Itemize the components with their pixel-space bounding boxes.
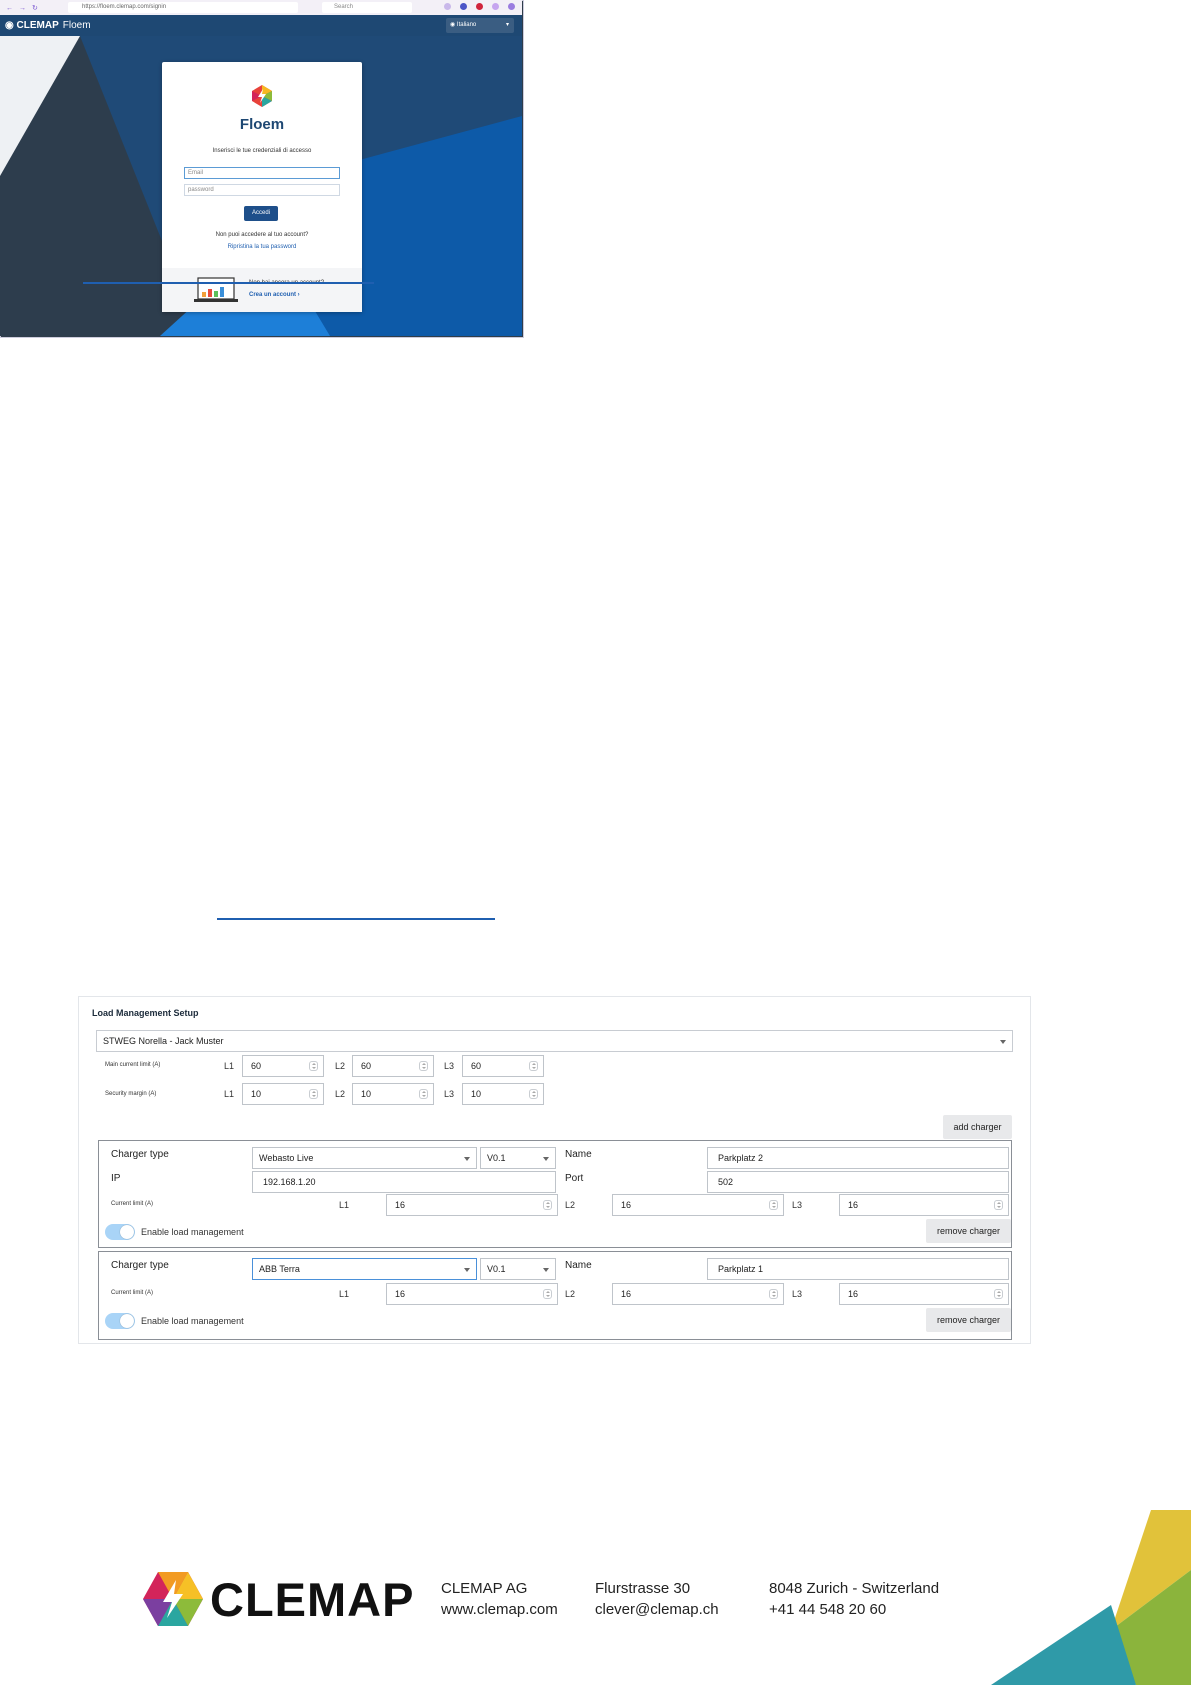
main-current-limit-label: Main current limit (A)	[105, 1062, 161, 1068]
main-l3-label: L3	[444, 1061, 455, 1071]
limit-l2-input[interactable]	[612, 1283, 784, 1305]
main-l2-value: 60	[361, 1061, 372, 1071]
current-limit-label: Current limit (A)	[111, 1290, 154, 1296]
chevron-down-icon	[464, 1268, 470, 1272]
limit-l3-value: 16	[848, 1289, 859, 1299]
remove-charger-button[interactable]: remove charger	[926, 1219, 1011, 1243]
app-name: Floem	[62, 20, 91, 31]
limit-l3-input[interactable]	[839, 1194, 1009, 1216]
charger-type-select[interactable]	[252, 1147, 477, 1169]
port-input[interactable]: 502	[707, 1171, 1009, 1193]
limit-l3-input[interactable]	[839, 1283, 1009, 1305]
stepper-icon[interactable]	[309, 1089, 318, 1099]
password-field[interactable]: password	[184, 184, 340, 196]
limit-l1-label: L1	[339, 1200, 350, 1210]
charger-type-label: Charger type	[111, 1149, 169, 1160]
limit-l2-value: 16	[621, 1289, 632, 1299]
main-l1-value: 60	[251, 1061, 262, 1071]
stepper-icon[interactable]	[419, 1089, 428, 1099]
app-brand: ◉ CLEMAP Floem	[5, 20, 91, 31]
chevron-down-icon: ▾	[505, 22, 509, 28]
footer-city: 8048 Zurich - Switzerland	[769, 1580, 940, 1597]
corner-decoration-bottom	[991, 1510, 1191, 1685]
limit-l2-input[interactable]	[612, 1194, 784, 1216]
limit-l1-input[interactable]	[386, 1283, 558, 1305]
stepper-icon[interactable]	[309, 1061, 318, 1071]
current-limit-label: Current limit (A)	[111, 1201, 154, 1207]
main-l2-label: L2	[335, 1061, 346, 1071]
stepper-icon[interactable]	[529, 1061, 538, 1071]
link-underline-2[interactable]	[217, 918, 495, 920]
limit-l2-label: L2	[565, 1200, 576, 1210]
margin-l3-value: 10	[471, 1089, 482, 1099]
account-icon[interactable]	[460, 3, 467, 10]
app-brand-text: CLEMAP	[16, 20, 59, 31]
charger-version-select[interactable]	[480, 1258, 556, 1280]
chevron-down-icon	[1000, 1040, 1006, 1044]
stepper-icon[interactable]	[419, 1061, 428, 1071]
language-select[interactable]: ◉ Italiano ▾	[446, 18, 514, 33]
enable-load-management-label: Enable load management	[141, 1227, 244, 1237]
security-margin-label: Security margin (A)	[105, 1091, 157, 1097]
create-account-link[interactable]: Crea un account ›	[249, 292, 300, 298]
charger-name-input[interactable]: Parkplatz 1	[707, 1258, 1009, 1280]
limit-l1-value: 16	[395, 1200, 406, 1210]
charger-type-select[interactable]	[252, 1258, 477, 1280]
limit-l3-label: L3	[792, 1200, 803, 1210]
site-select[interactable]	[96, 1030, 1013, 1052]
charger-version-value: V0.1	[487, 1153, 506, 1163]
create-account-label: Crea un account	[249, 292, 297, 298]
limit-l1-value: 16	[395, 1289, 406, 1299]
main-l2-input[interactable]	[352, 1055, 434, 1077]
login-screenshot	[0, 0, 524, 338]
ip-input[interactable]: 192.168.1.20	[252, 1171, 556, 1193]
main-l3-input[interactable]	[462, 1055, 544, 1077]
margin-l1-label: L1	[224, 1089, 235, 1099]
limit-l1-input[interactable]	[386, 1194, 558, 1216]
laptop-icon	[194, 277, 238, 303]
remove-charger-button[interactable]: remove charger	[926, 1308, 1011, 1332]
address-bar[interactable]: https://floem.clemap.com/signin	[68, 2, 298, 13]
limit-l2-label: L2	[565, 1289, 576, 1299]
charger-card	[98, 1251, 1012, 1340]
charger-version-value: V0.1	[487, 1264, 506, 1274]
chevron-down-icon	[543, 1268, 549, 1272]
clemap-logo-icon	[250, 84, 274, 108]
reset-password-link[interactable]: Ripristina la tua password	[227, 244, 297, 250]
stepper-icon[interactable]	[543, 1200, 552, 1210]
limit-l3-label: L3	[792, 1289, 803, 1299]
stepper-icon[interactable]	[543, 1289, 552, 1299]
charger-type-value: ABB Terra	[259, 1264, 300, 1274]
margin-l1-value: 10	[251, 1089, 262, 1099]
stepper-icon[interactable]	[769, 1289, 778, 1299]
login-button[interactable]: Accedi	[244, 206, 278, 221]
footer-phone: +41 44 548 20 60	[769, 1601, 887, 1618]
enable-load-management-label: Enable load management	[141, 1316, 244, 1326]
stepper-icon[interactable]	[994, 1289, 1003, 1299]
language-value: Italiano	[456, 22, 477, 28]
shield-icon[interactable]	[476, 3, 483, 10]
name-label: Name	[565, 1260, 592, 1271]
name-label: Name	[565, 1149, 592, 1160]
margin-l1-input[interactable]	[242, 1083, 324, 1105]
add-charger-button[interactable]: add charger	[943, 1115, 1012, 1139]
charger-type-value: Webasto Live	[259, 1153, 314, 1163]
app-header	[0, 15, 522, 36]
margin-l2-value: 10	[361, 1089, 372, 1099]
site-select-value: STWEG Norella - Jack Muster	[103, 1036, 224, 1046]
margin-l2-label: L2	[335, 1089, 346, 1099]
clemap-logo-icon	[143, 1572, 203, 1626]
stepper-icon[interactable]	[769, 1200, 778, 1210]
limit-l1-label: L1	[339, 1289, 350, 1299]
footer-brand: CLEMAP	[210, 1573, 415, 1626]
browser-search-box[interactable]: Search	[322, 2, 412, 13]
stepper-icon[interactable]	[994, 1200, 1003, 1210]
enable-load-management-toggle[interactable]	[105, 1313, 135, 1329]
port-label: Port	[565, 1173, 584, 1184]
footer-street: Flurstrasse 30	[595, 1580, 691, 1597]
main-l3-value: 60	[471, 1061, 482, 1071]
menu-icon[interactable]	[508, 3, 515, 10]
ip-label: IP	[111, 1173, 121, 1184]
main-l1-input[interactable]	[242, 1055, 324, 1077]
charger-name-input[interactable]: Parkplatz 2	[707, 1147, 1009, 1169]
login-instruction: Inserisci le tue credenziali di accesso	[212, 148, 312, 154]
margin-l3-label: L3	[444, 1089, 455, 1099]
footer-website[interactable]: www.clemap.com	[441, 1601, 558, 1618]
signup-section	[162, 268, 362, 312]
margin-l3-input[interactable]	[462, 1083, 544, 1105]
stepper-icon[interactable]	[529, 1089, 538, 1099]
margin-l2-input[interactable]	[352, 1083, 434, 1105]
login-title: Floem	[239, 116, 285, 133]
charger-type-label: Charger type	[111, 1260, 169, 1271]
browser-nav-icons[interactable]: ←→↻	[6, 4, 44, 12]
overflow-icon[interactable]	[492, 3, 499, 10]
limit-l2-value: 16	[621, 1200, 632, 1210]
no-account-text: Non hai ancora un account?	[249, 280, 325, 286]
footer-company: CLEMAP AG	[441, 1580, 528, 1597]
enable-load-management-toggle[interactable]	[105, 1224, 135, 1240]
cant-access-text: Non puoi accedere al tuo account?	[215, 232, 309, 238]
link-underline-1[interactable]	[83, 282, 374, 284]
login-card	[162, 62, 362, 312]
chevron-down-icon	[543, 1157, 549, 1161]
charger-version-select[interactable]	[480, 1147, 556, 1169]
download-icon[interactable]	[444, 3, 451, 10]
main-l1-label: L1	[224, 1061, 235, 1071]
email-field[interactable]: Email	[184, 167, 340, 179]
panel-title: Load Management Setup	[92, 1008, 199, 1018]
footer-email[interactable]: clever@clemap.ch	[595, 1601, 719, 1618]
chevron-down-icon	[464, 1157, 470, 1161]
charger-card	[98, 1140, 1012, 1248]
load-management-panel	[78, 996, 1031, 1344]
limit-l3-value: 16	[848, 1200, 859, 1210]
